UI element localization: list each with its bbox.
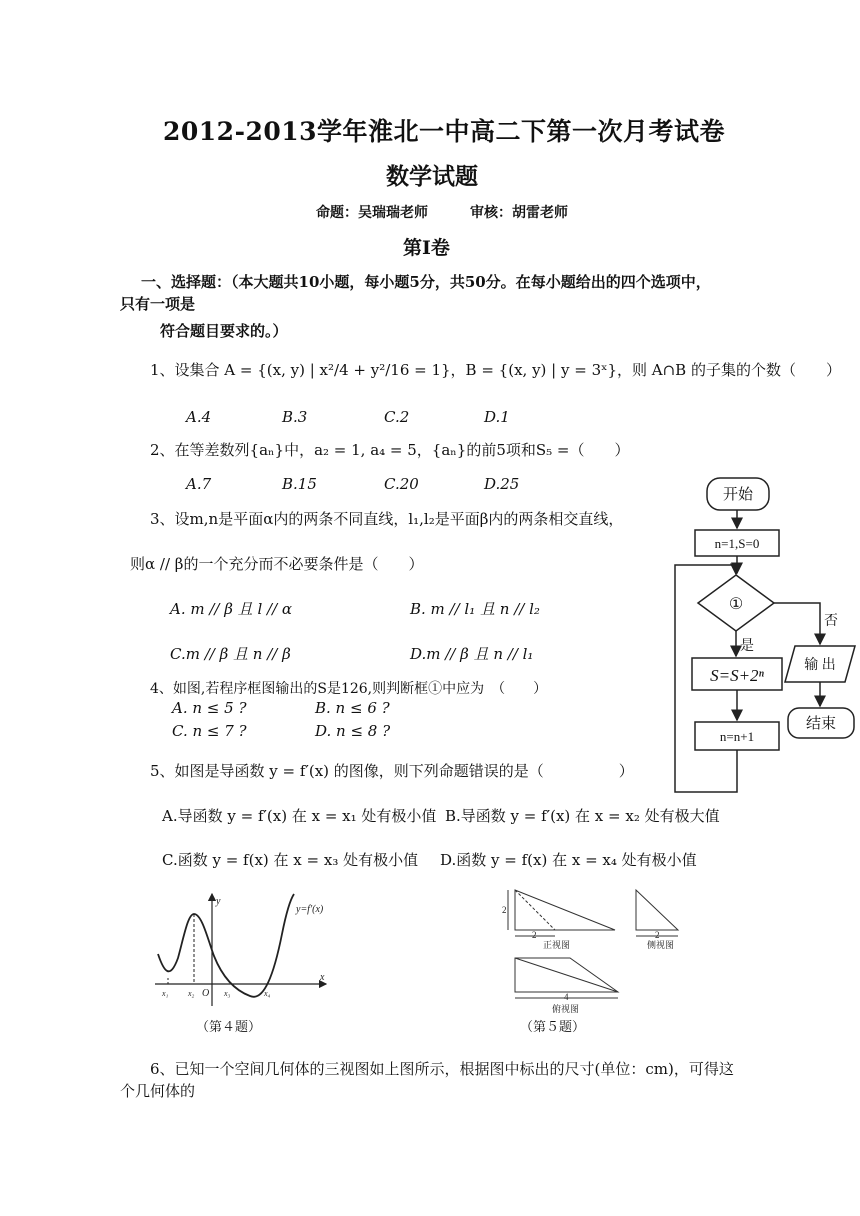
flow-no-label: 否	[824, 614, 838, 629]
three-views-figure	[500, 888, 700, 1018]
section-heading-cont: 只有一项是	[120, 295, 196, 313]
top-view-label: 俯视图	[552, 1004, 580, 1014]
tick-x2: x₂	[188, 989, 195, 998]
q2-option-a: A.7	[186, 475, 212, 493]
flow-yes-label: 是	[740, 639, 754, 654]
question-1: 1、设集合 A = {(x, y) | x²/4 + y²/16 = 1}，B = {(x, y) | y = 3ˣ}，则 A∩B 的子集的个数（ ）	[150, 361, 841, 379]
q5-option-d: D.函数 y = f(x) 在 x = x₄ 处有极小值	[440, 851, 697, 869]
front-view-label: 正视图	[543, 940, 571, 950]
q4-option-a: A. n ≤ 5 ?	[172, 699, 247, 717]
flowchart	[670, 470, 860, 800]
flow-start-label: 开始	[722, 487, 754, 503]
page-subtitle: 数学试题	[386, 163, 478, 190]
q1-option-c: C.2	[384, 408, 410, 426]
graph-x-label: x	[320, 972, 325, 983]
q3-option-a: A. m // β 且 l // α	[170, 600, 293, 618]
q4-option-b: B. n ≤ 6 ?	[315, 699, 390, 717]
authors-line: 命题：吴瑞瑞老师 审核：胡雷老师	[316, 205, 568, 221]
tick-x1: x₁	[162, 989, 169, 998]
question-3-cont: 则α // β的一个充分而不必要条件是（ ）	[130, 555, 424, 573]
graph-y-label: y	[216, 896, 221, 907]
q3-option-b: B. m // l₁ 且 n // l₂	[410, 600, 540, 618]
question-6: 6、已知一个空间几何体的三视图如上图所示，根据图中标出的尺寸(单位：cm)，可得这	[150, 1060, 734, 1078]
q3-option-c: C.m // β 且 n // β	[170, 645, 291, 663]
q4-option-d: D. n ≤ 8 ?	[315, 722, 391, 740]
volume-heading: 第Ⅰ卷	[403, 237, 450, 259]
q5-option-a: A.导函数 y = f′(x) 在 x = x₁ 处有极小值	[162, 807, 437, 825]
q5-option-c: C.函数 y = f(x) 在 x = x₃ 处有极小值	[162, 851, 419, 869]
flow-cond-label: ①	[728, 596, 744, 613]
tick-x4: x₄	[264, 989, 271, 998]
question-2: 2、在等差数列{aₙ}中，a₂ = 1, a₄ = 5，{aₙ}的前5项和S₅ =（ ）	[150, 441, 630, 459]
page-title: 2012-2013学年淮北一中高二下第一次月考试卷	[163, 117, 726, 146]
dim-front-width: 2	[532, 930, 537, 940]
derivative-graph	[150, 888, 340, 1013]
dim-top-width: 4	[564, 992, 569, 1002]
question-3: 3、设m,n是平面α内的两条不同直线，l₁,l₂是平面β内的两条相交直线，	[150, 510, 624, 528]
question-6-cont: 个几何体的	[120, 1082, 196, 1100]
q5-option-b: B.导函数 y = f′(x) 在 x = x₂ 处有极大值	[445, 807, 720, 825]
q2-option-c: C.20	[384, 475, 419, 493]
q2-option-d: D.25	[484, 475, 520, 493]
question-4: 4、如图,若程序框图输出的S是126,则判断框①中应为 （ ）	[150, 681, 548, 697]
side-view	[636, 890, 678, 930]
question-5: 5、如图是导函数 y = f′(x) 的图像，则下列命题错误的是（ ）	[150, 762, 634, 780]
graph-func-label: y=f′(x)	[296, 904, 324, 915]
flow-process-label: S=S+2ⁿ	[710, 666, 764, 685]
dim-side-width: 2	[655, 930, 660, 940]
front-view	[515, 890, 615, 930]
flow-output-label: 输 出	[804, 658, 836, 673]
tick-origin: O	[202, 988, 210, 999]
q1-option-a: A.4	[186, 408, 212, 426]
q2-option-b: B.15	[282, 475, 317, 493]
flow-end-label: 结束	[805, 716, 837, 732]
q1-option-d: D.1	[484, 408, 510, 426]
flow-inc-label: n=n+1	[719, 729, 755, 744]
q3-option-d: D.m // β 且 n // l₁	[410, 645, 534, 663]
tick-x3: x₃	[224, 989, 231, 998]
derivative-curve	[158, 894, 294, 997]
section-heading-cont2: 符合题目要求的。）	[160, 322, 288, 340]
section-heading: 一、选择题：（本大题共10小题，每小题5分，共50分。在每小题给出的四个选项中，	[141, 273, 711, 291]
figure-4-caption: （第４题）	[196, 1020, 262, 1035]
dim-front-height: 2	[502, 905, 507, 915]
figure-5-caption: （第５题）	[520, 1020, 586, 1035]
q1-option-b: B.3	[282, 408, 308, 426]
side-view-label: 侧视图	[647, 940, 675, 950]
q4-option-c: C. n ≤ 7 ?	[172, 722, 247, 740]
flow-init-label: n=1,S=0	[714, 536, 760, 551]
